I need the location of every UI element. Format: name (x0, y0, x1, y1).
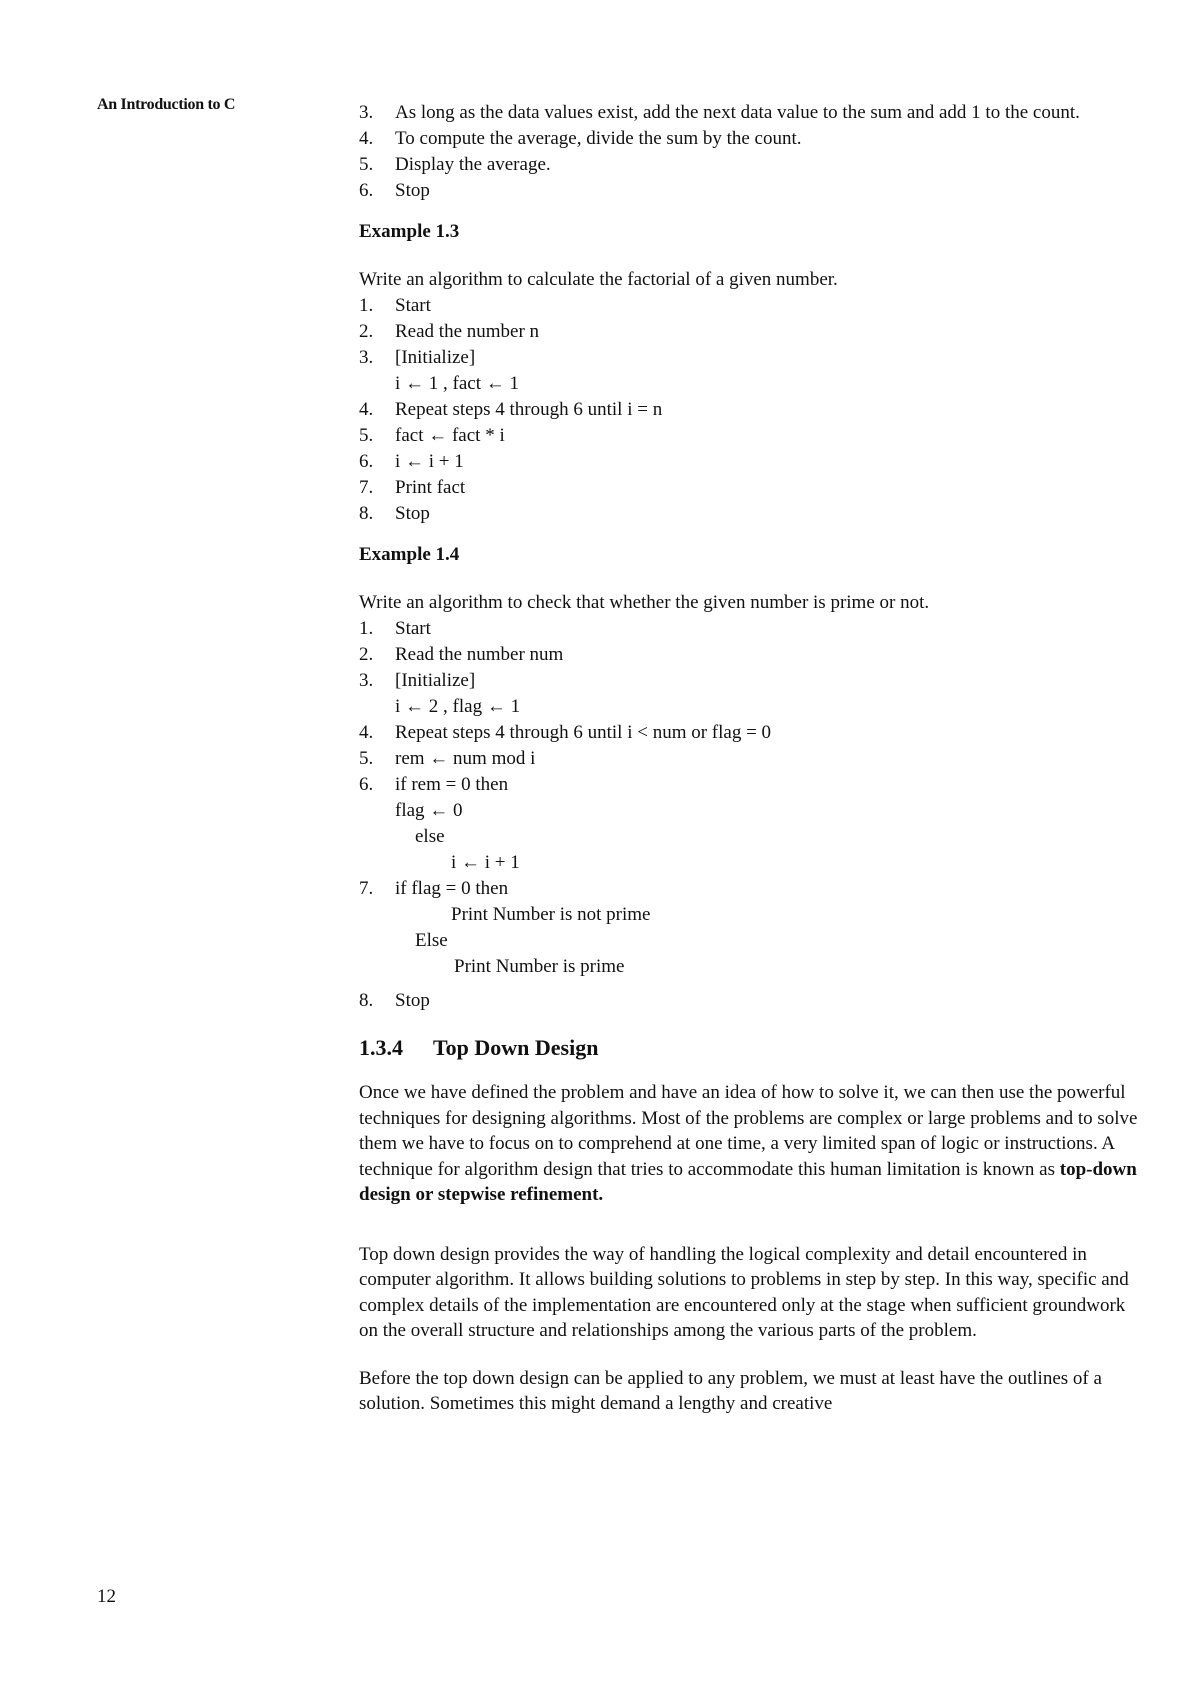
step-number: 8. (359, 990, 374, 1011)
step-text: Start (395, 618, 431, 639)
step-number: 4. (359, 128, 374, 149)
page-content (359, 100, 1139, 1417)
list-item (359, 772, 1139, 798)
list-item (359, 345, 1139, 397)
step-text: if rem = 0 then (395, 774, 509, 795)
example-1-4-title: Example 1.4 (359, 544, 460, 565)
prime-algorithm (359, 616, 1139, 798)
list-item (359, 746, 1139, 772)
list-item (359, 100, 1139, 126)
prime-algorithm-step7 (359, 876, 1139, 902)
step-number: 3. (359, 102, 374, 123)
step-number: 6. (359, 774, 374, 795)
paragraph (359, 1080, 1139, 1208)
step-number: 7. (359, 878, 374, 899)
step7-then-line: Print Number is not prime (451, 904, 651, 925)
step-number: 7. (359, 477, 374, 498)
step-number: 5. (359, 748, 374, 769)
step6-else-line: else (415, 826, 445, 847)
paragraph-text: Once we have defined the problem and have an idea of how to solve it, we can then use the powerful techniques for designing algorithms. Most of the problems are complex or large problems and to solve them we have to focus on to comprehend at one time, a very limited span of logic or instructions. A technique for algorithm design that tries to accommodate this human limitation is known as (359, 1082, 1138, 1180)
list-item (359, 475, 1139, 501)
list-item (359, 449, 1139, 475)
step-number: 1. (359, 295, 374, 316)
step-sub-line: i ← 1 , fact ← 1 (395, 373, 520, 394)
step-number: 3. (359, 347, 374, 368)
section-title: Top Down Design (433, 1035, 599, 1060)
step-number: 8. (359, 503, 374, 524)
step-number: 3. (359, 670, 374, 691)
step-text: Stop (395, 503, 430, 524)
running-title: An Introduction to C (97, 96, 236, 113)
paragraph: Top down design provides the way of handling the logical complexity and detail encountered in computer algorithm. It allows building solutions to problems in step by step. In this way, specific and complex details of the implementation are encountered only at the stage when sufficient groundwork on the overall structure and relationships among the various parts of the problem. (359, 1243, 1129, 1341)
factorial-algorithm (359, 293, 1139, 527)
step-number: 4. (359, 722, 374, 743)
step-number: 2. (359, 321, 374, 342)
step-text: To compute the average, divide the sum by the count. (395, 128, 802, 149)
example-1-3-title: Example 1.3 (359, 221, 460, 242)
paragraph: Before the top down design can be applied to any problem, we must at least have the outlines of a solution. Sometimes this might demand a lengthy and creative (359, 1367, 1102, 1414)
list-item (359, 126, 1139, 152)
list-item (359, 720, 1139, 746)
list-item (359, 501, 1139, 527)
list-item (359, 668, 1139, 720)
step-text: Start (395, 295, 431, 316)
step-text: Print fact (395, 477, 466, 498)
step-text: rem ← num mod i (395, 748, 536, 769)
step-number: 6. (359, 451, 374, 472)
step-text: [Initialize] (395, 347, 476, 368)
step-text: Read the number num (395, 644, 564, 665)
step7-else-line: Print Number is prime (454, 956, 625, 977)
list-item (359, 616, 1139, 642)
step-text: Read the number n (395, 321, 540, 342)
step6-increment-line: i ← i + 1 (451, 852, 520, 873)
step-text: Repeat steps 4 through 6 until i = n (395, 399, 663, 420)
section-number: 1.3.4 (359, 1035, 403, 1060)
example-1-4-prompt: Write an algorithm to check that whether the given number is prime or not. (359, 592, 930, 613)
step-number: 2. (359, 644, 374, 665)
section-heading (359, 1033, 1139, 1063)
step-number: 6. (359, 180, 374, 201)
example-1-3-prompt: Write an algorithm to calculate the factorial of a given number. (359, 269, 838, 290)
list-item (359, 642, 1139, 668)
list-item (359, 876, 1139, 902)
step-text: fact ← fact * i (395, 425, 505, 446)
bold-term: top-down design or stepwise refinement. (359, 1158, 1137, 1205)
average-algorithm-continued (359, 100, 1139, 204)
list-item (359, 178, 1139, 204)
step-text: Stop (395, 990, 430, 1011)
step-number: 4. (359, 399, 374, 420)
list-item (359, 152, 1139, 178)
step-number: 5. (359, 154, 374, 175)
step-sub-line: i ← 2 , flag ← 1 (395, 696, 521, 717)
step-number: 5. (359, 425, 374, 446)
step6-flag-line: flag ← 0 (395, 800, 463, 821)
step-text: Repeat steps 4 through 6 until i < num or flag = 0 (395, 722, 772, 743)
step-text: if flag = 0 then (395, 878, 509, 899)
step7-else-label: Else (415, 930, 448, 951)
list-item (359, 423, 1139, 449)
step-text: i ← i + 1 (395, 451, 464, 472)
list-item (359, 397, 1139, 423)
page-number: 12 (97, 1586, 116, 1607)
step-text: [Initialize] (395, 670, 476, 691)
list-item (359, 988, 1139, 1014)
step-text: As long as the data values exist, add the next data value to the sum and add 1 to the count. (395, 102, 1080, 123)
list-item (359, 293, 1139, 319)
prime-algorithm-step8 (359, 988, 1139, 1014)
list-item (359, 319, 1139, 345)
step-text: Display the average. (395, 154, 551, 175)
step-number: 1. (359, 618, 374, 639)
step-text: Stop (395, 180, 430, 201)
